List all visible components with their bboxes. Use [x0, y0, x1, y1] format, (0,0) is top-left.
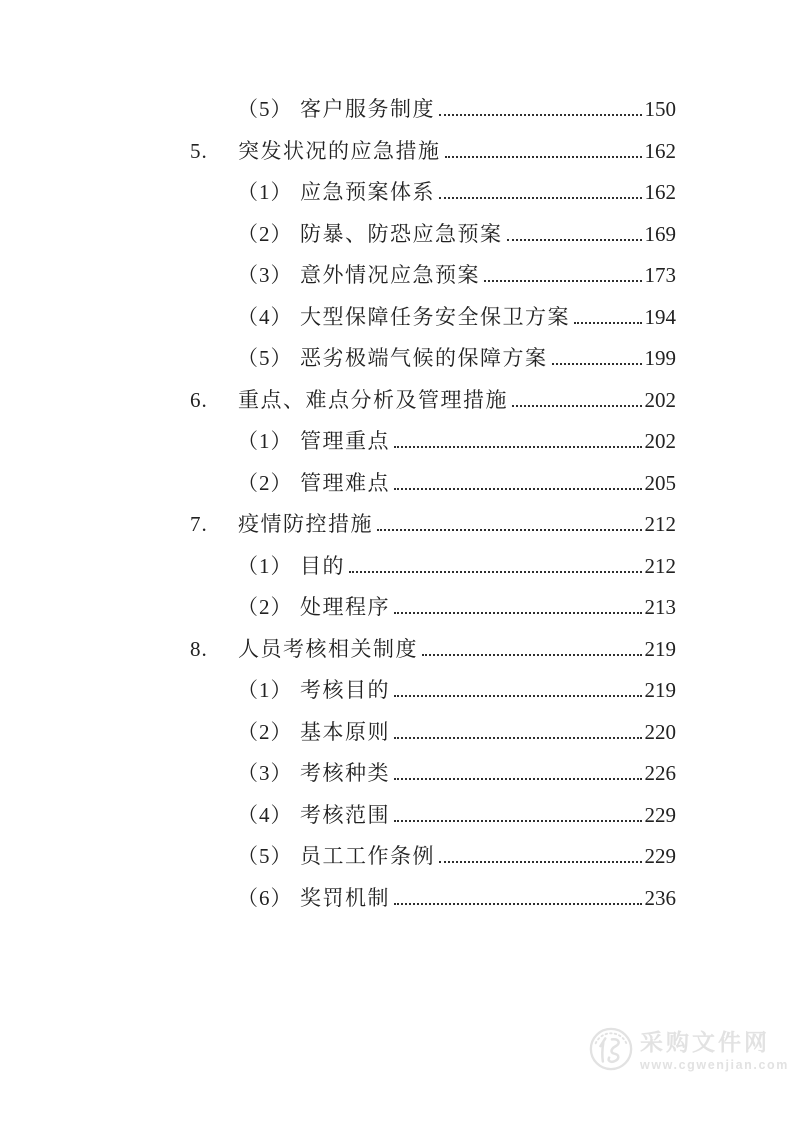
toc-entry: [190, 297, 676, 339]
toc-entry-page-number: 162: [644, 180, 676, 204]
toc-entry-marker: （1）: [237, 678, 293, 702]
toc-entry: [190, 836, 676, 878]
toc-dot-leader: [512, 405, 642, 407]
toc-entry-marker: （1）: [237, 180, 293, 204]
toc-entry-page-number: 213: [644, 595, 676, 619]
toc-entry: [190, 255, 676, 297]
toc-entry: [190, 753, 676, 795]
toc-entry-title: 应急预案体系: [300, 180, 435, 204]
watermark-site-url: www.cgwenjian.com: [640, 1058, 789, 1072]
toc-dot-leader: [394, 903, 642, 905]
toc-entry-marker: （2）: [237, 595, 293, 619]
toc-entry-title: 疫情防控措施: [238, 512, 373, 536]
toc-dot-leader: [377, 529, 642, 531]
toc-entry-marker: （2）: [237, 719, 293, 744]
toc-entry-title: 恶劣极端气候的保障方案: [300, 346, 548, 370]
toc-entry: [190, 504, 676, 546]
toc-entry: [190, 795, 676, 837]
toc-entry-page-number: 220: [644, 719, 676, 744]
toc-entry-page-number: 202: [644, 387, 676, 412]
toc-entry-marker: （1）: [237, 429, 293, 453]
toc-entry-marker: 6.: [190, 387, 208, 412]
toc-entry-title: 管理难点: [300, 470, 390, 495]
toc-dot-leader: [439, 197, 642, 199]
toc-dot-leader: [445, 156, 642, 158]
toc-entry-marker: （4）: [237, 802, 293, 827]
toc-dot-leader: [439, 114, 642, 116]
toc-entry-title: 处理程序: [300, 595, 390, 619]
toc-entry-marker: （3）: [237, 761, 293, 785]
toc-entry-title: 客户服务制度: [300, 97, 435, 121]
toc-entry-marker: （6）: [237, 885, 293, 910]
toc-entry-page-number: 173: [644, 263, 676, 287]
toc-dot-leader: [422, 654, 642, 656]
toc-dot-leader: [552, 363, 642, 365]
toc-entry-title: 意外情况应急预案: [300, 263, 480, 287]
watermark-text: [640, 1026, 789, 1072]
toc-entry-page-number: 205: [644, 470, 676, 495]
toc-dot-leader: [394, 820, 642, 822]
toc-entry-page-number: 202: [644, 429, 676, 453]
toc-entry: [190, 172, 676, 214]
toc-dot-leader: [394, 778, 642, 780]
toc-entry-marker: 8.: [190, 636, 208, 661]
toc-entry-page-number: 229: [644, 802, 676, 827]
toc-entry: [190, 214, 676, 256]
toc-entry-title: 管理重点: [300, 429, 390, 453]
toc-entry-page-number: 219: [644, 636, 676, 661]
toc-entry-page-number: 219: [644, 678, 676, 702]
watermark: [588, 1026, 789, 1072]
toc-dot-leader: [394, 695, 642, 697]
toc-entry-title: 大型保障任务安全保卫方案: [300, 304, 570, 329]
toc-entry-marker: （5）: [237, 346, 293, 370]
toc-entry-title: 基本原则: [300, 719, 390, 744]
toc-entry-title: 考核种类: [300, 761, 390, 785]
toc-entry-page-number: 236: [644, 885, 676, 910]
toc-entry: [190, 546, 676, 588]
toc-entry-marker: （4）: [237, 304, 293, 329]
toc-entry-marker: （2）: [237, 470, 293, 495]
toc-entry-page-number: 150: [644, 97, 676, 121]
toc-entry-marker: （3）: [237, 263, 293, 287]
toc-dot-leader: [394, 737, 642, 739]
toc-entry-page-number: 212: [644, 553, 676, 578]
toc-dot-leader: [349, 571, 642, 573]
toc-entry-page-number: 199: [644, 346, 676, 370]
toc-dot-leader: [574, 322, 642, 324]
watermark-site-name: 采购文件网: [640, 1029, 770, 1055]
toc-entry-title: 重点、难点分析及管理措施: [238, 387, 508, 412]
toc-entry: [190, 380, 676, 422]
toc-entry-title: 人员考核相关制度: [238, 636, 418, 661]
toc-entry-page-number: 212: [644, 512, 676, 536]
toc-entry-title: 突发状况的应急措施: [238, 138, 441, 163]
toc-dot-leader: [439, 861, 642, 863]
toc-entry-marker: （1）: [237, 553, 293, 578]
toc-entry: [190, 878, 676, 920]
toc-dot-leader: [394, 446, 642, 448]
toc-entry-page-number: 229: [644, 844, 676, 868]
toc-entry-title: 员工工作条例: [300, 844, 435, 868]
toc-entry: [190, 89, 676, 131]
toc-entry-page-number: 226: [644, 761, 676, 785]
circular-seal-logo-icon: [588, 1026, 634, 1072]
toc-dot-leader: [394, 488, 642, 490]
toc-entry-title: 考核目的: [300, 678, 390, 702]
toc-entry-title: 防暴、防恐应急预案: [300, 221, 503, 246]
toc-entry-marker: （5）: [237, 97, 293, 121]
toc-dot-leader: [484, 280, 642, 282]
toc-entry-title: 目的: [300, 553, 345, 578]
toc-dot-leader: [507, 239, 642, 241]
toc-entry-marker: （2）: [237, 221, 293, 246]
toc-entry: [190, 463, 676, 505]
toc-entry: [190, 670, 676, 712]
toc-dot-leader: [394, 612, 642, 614]
toc-entry-title: 考核范围: [300, 802, 390, 827]
toc-entry: [190, 712, 676, 754]
toc-entry: [190, 629, 676, 671]
toc-entry-page-number: 162: [644, 138, 676, 163]
toc-entry-marker: （5）: [237, 844, 293, 868]
toc-entry: [190, 131, 676, 173]
toc-entry-title: 奖罚机制: [300, 885, 390, 910]
toc-entry: [190, 587, 676, 629]
toc-entry-marker: 7.: [190, 512, 208, 536]
toc-entry: [190, 338, 676, 380]
toc-entry-page-number: 169: [644, 221, 676, 246]
table-of-contents: [0, 89, 793, 919]
toc-entry: [190, 421, 676, 463]
toc-entry-marker: 5.: [190, 138, 208, 163]
toc-entry-page-number: 194: [644, 304, 676, 329]
